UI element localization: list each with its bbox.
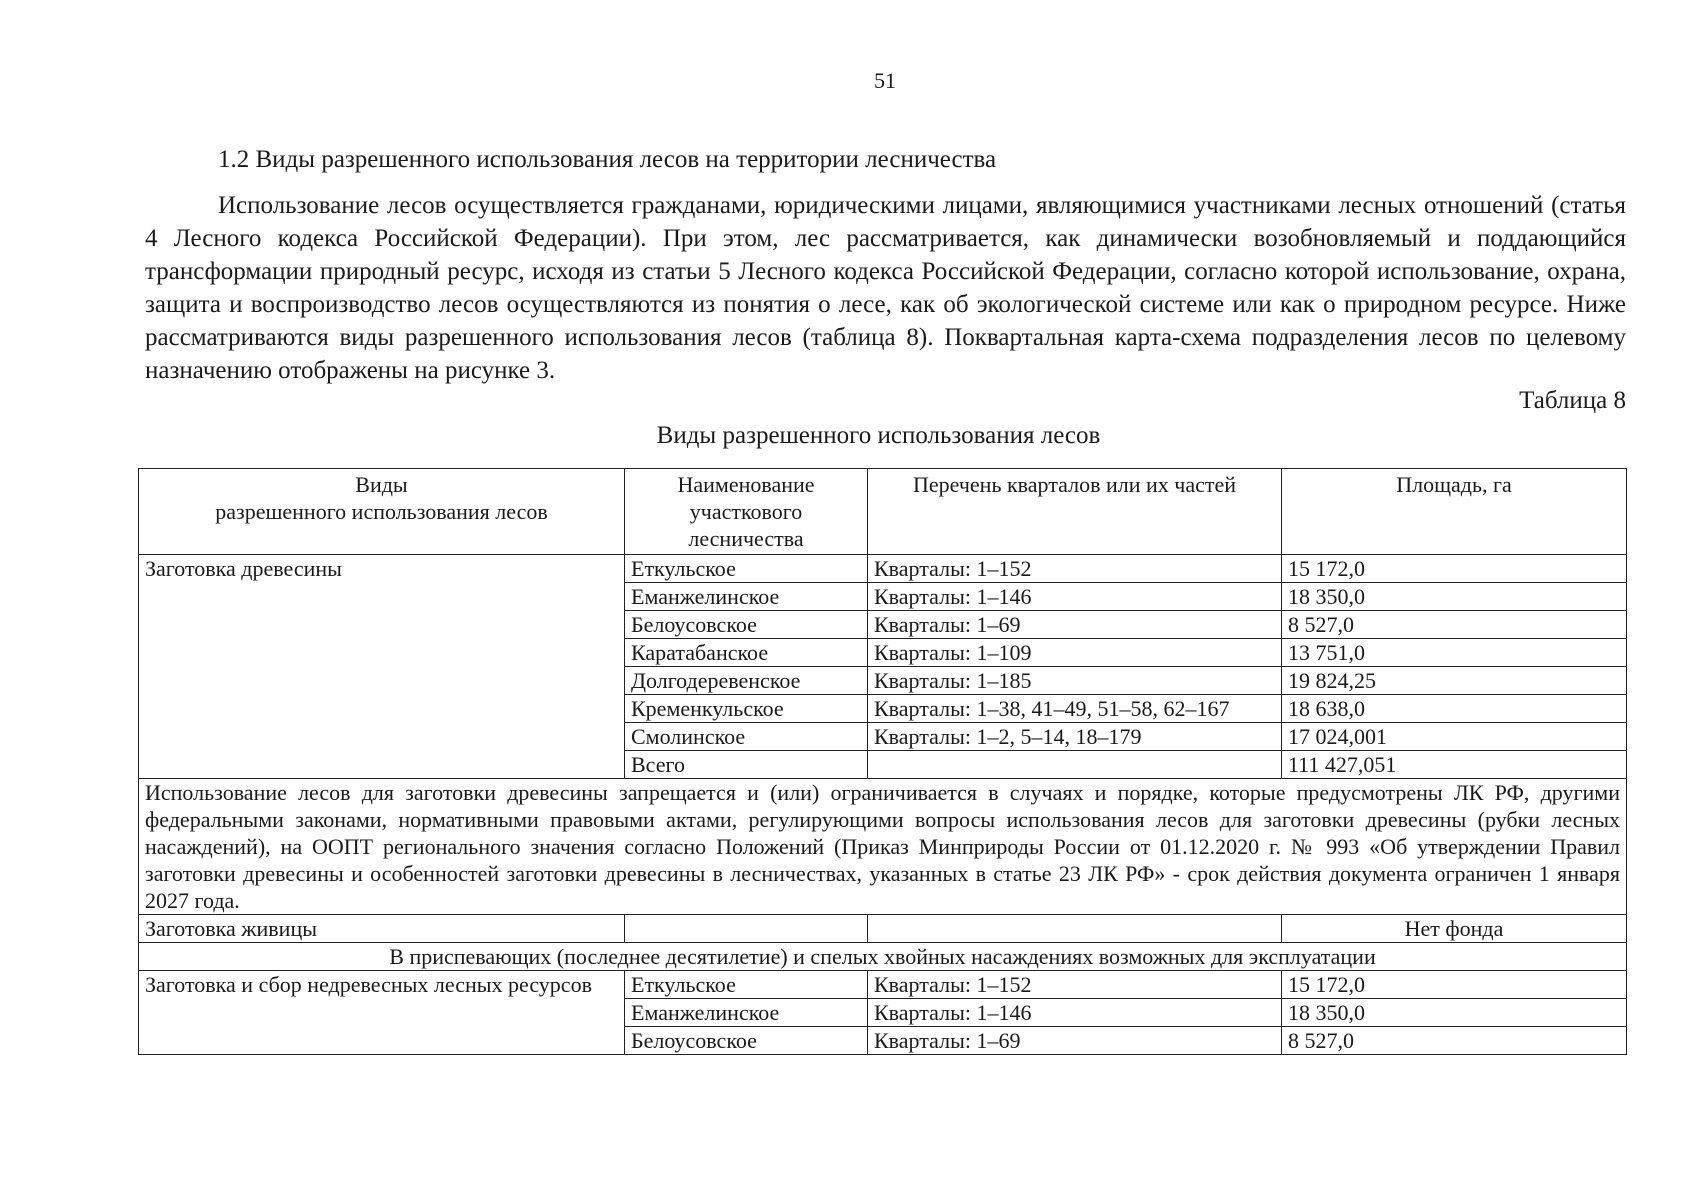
cell-forestry-total: Всего	[625, 751, 868, 779]
section-heading: 1.2 Виды разрешенного использования лесов на территории лесничества	[218, 146, 997, 173]
cell-area-total: 111 427,051	[1282, 751, 1627, 779]
header-use-type-line1: Виды	[355, 472, 408, 497]
cell-quarters: Кварталы: 1–146	[868, 583, 1282, 611]
cell-forestry: Белоусовское	[625, 1027, 868, 1055]
cell-area: 18 350,0	[1282, 583, 1627, 611]
use-type-nontimber: Заготовка и сбор недревесных лесных ресурсов	[139, 971, 625, 1055]
cell-quarters: Кварталы: 1–152	[868, 971, 1282, 999]
cell-quarters: Кварталы: 1–152	[868, 555, 1282, 583]
page-number: 51	[874, 68, 896, 93]
cell-area: 17 024,001	[1282, 723, 1627, 751]
cell-forestry: Еткульское	[625, 555, 868, 583]
cell-forestry: Долгодеревенское	[625, 667, 868, 695]
forest-use-table	[138, 468, 1627, 1055]
cell-area: 18 350,0	[1282, 999, 1627, 1027]
header-forestry	[625, 469, 868, 555]
cell-area: 8 527,0	[1282, 611, 1627, 639]
cell-area: 19 824,25	[1282, 667, 1627, 695]
cell-forestry: Белоусовское	[625, 611, 868, 639]
cell-area: 15 172,0	[1282, 971, 1627, 999]
table-row-note	[139, 779, 1627, 915]
cell-forestry: Еманжелинское	[625, 999, 868, 1027]
cell-quarters: Кварталы: 1–38, 41–49, 51–58, 62–167	[868, 695, 1282, 723]
header-quarters: Перечень кварталов или их частей	[868, 469, 1282, 555]
cell-forestry-empty	[625, 915, 868, 943]
cell-forestry: Каратабанское	[625, 639, 868, 667]
cell-forestry: Кременкульское	[625, 695, 868, 723]
table-row	[139, 555, 1627, 583]
intro-paragraph: Использование лесов осуществляется гражданами, юридическими лицами, являющимися участниками лесных отношений (статья 4 Лесного кодекса Российской Федерации). При этом, лес рассматривается, как динамически возобновляемый и поддающийся трансформации природный ресурс, исходя из статьи 5 Лесного кодекса Российской Федерации, согласно которой использование, охрана, защита и воспроизводство лесов осуществляются из понятия о лесе, как об экологической системе или как о природном ресурсе. Ниже рассматриваются виды разрешенного использования лесов (таблица 8). Поквартальная карта-схема подразделения лесов по целевому назначению отображены на рисунке 3.	[145, 192, 1626, 384]
header-area: Площадь, га	[1282, 469, 1627, 555]
cell-quarters-total	[868, 751, 1282, 779]
use-type-resin: Заготовка живицы	[139, 915, 625, 943]
cell-quarters-empty	[868, 915, 1282, 943]
resin-note: В приспевающих (последнее десятилетие) и спелых хвойных насаждениях возможных для эксплуатации	[139, 943, 1627, 971]
table-label: Таблица 8	[1519, 387, 1626, 414]
cell-forestry: Смолинское	[625, 723, 868, 751]
cell-quarters: Кварталы: 1–69	[868, 611, 1282, 639]
timber-note: Использование лесов для заготовки древесины запрещается и (или) ограничивается в случаях и порядке, которые предусмотрены ЛК РФ, другими федеральными законами, нормативными правовыми актами, регулирующими вопросы использования лесов для заготовки древесины (рубки лесных насаждений), на ООПТ регионального значения согласно Положений (Приказ Минприроды России от 01.12.2020 г. № 993 «Об утверждении Правил заготовки древесины и особенностей заготовки древесины в лесничествах, указанных в статье 23 ЛК РФ» - срок действия документа ограничен 1 января 2027 года.	[139, 779, 1627, 915]
cell-area: 13 751,0	[1282, 639, 1627, 667]
table-row	[139, 915, 1627, 943]
cell-quarters: Кварталы: 1–109	[868, 639, 1282, 667]
use-type-timber: Заготовка древесины	[139, 555, 625, 779]
table-header-row	[139, 469, 1627, 555]
cell-quarters: Кварталы: 1–69	[868, 1027, 1282, 1055]
cell-area: 18 638,0	[1282, 695, 1627, 723]
table-title: Виды разрешенного использования лесов	[656, 422, 1101, 449]
cell-quarters: Кварталы: 1–146	[868, 999, 1282, 1027]
header-forestry-label: Наименование участкового лесничества	[677, 472, 815, 551]
cell-forestry: Еткульское	[625, 971, 868, 999]
header-use-type-line2: разрешенного использования лесов	[215, 499, 548, 524]
table-row	[139, 971, 1627, 999]
cell-quarters: Кварталы: 1–2, 5–14, 18–179	[868, 723, 1282, 751]
table-row-note	[139, 943, 1627, 971]
header-use-type	[139, 469, 625, 555]
cell-area: 15 172,0	[1282, 555, 1627, 583]
cell-quarters: Кварталы: 1–185	[868, 667, 1282, 695]
cell-area: 8 527,0	[1282, 1027, 1627, 1055]
cell-area-no-fund: Нет фонда	[1282, 915, 1627, 943]
cell-forestry: Еманжелинское	[625, 583, 868, 611]
